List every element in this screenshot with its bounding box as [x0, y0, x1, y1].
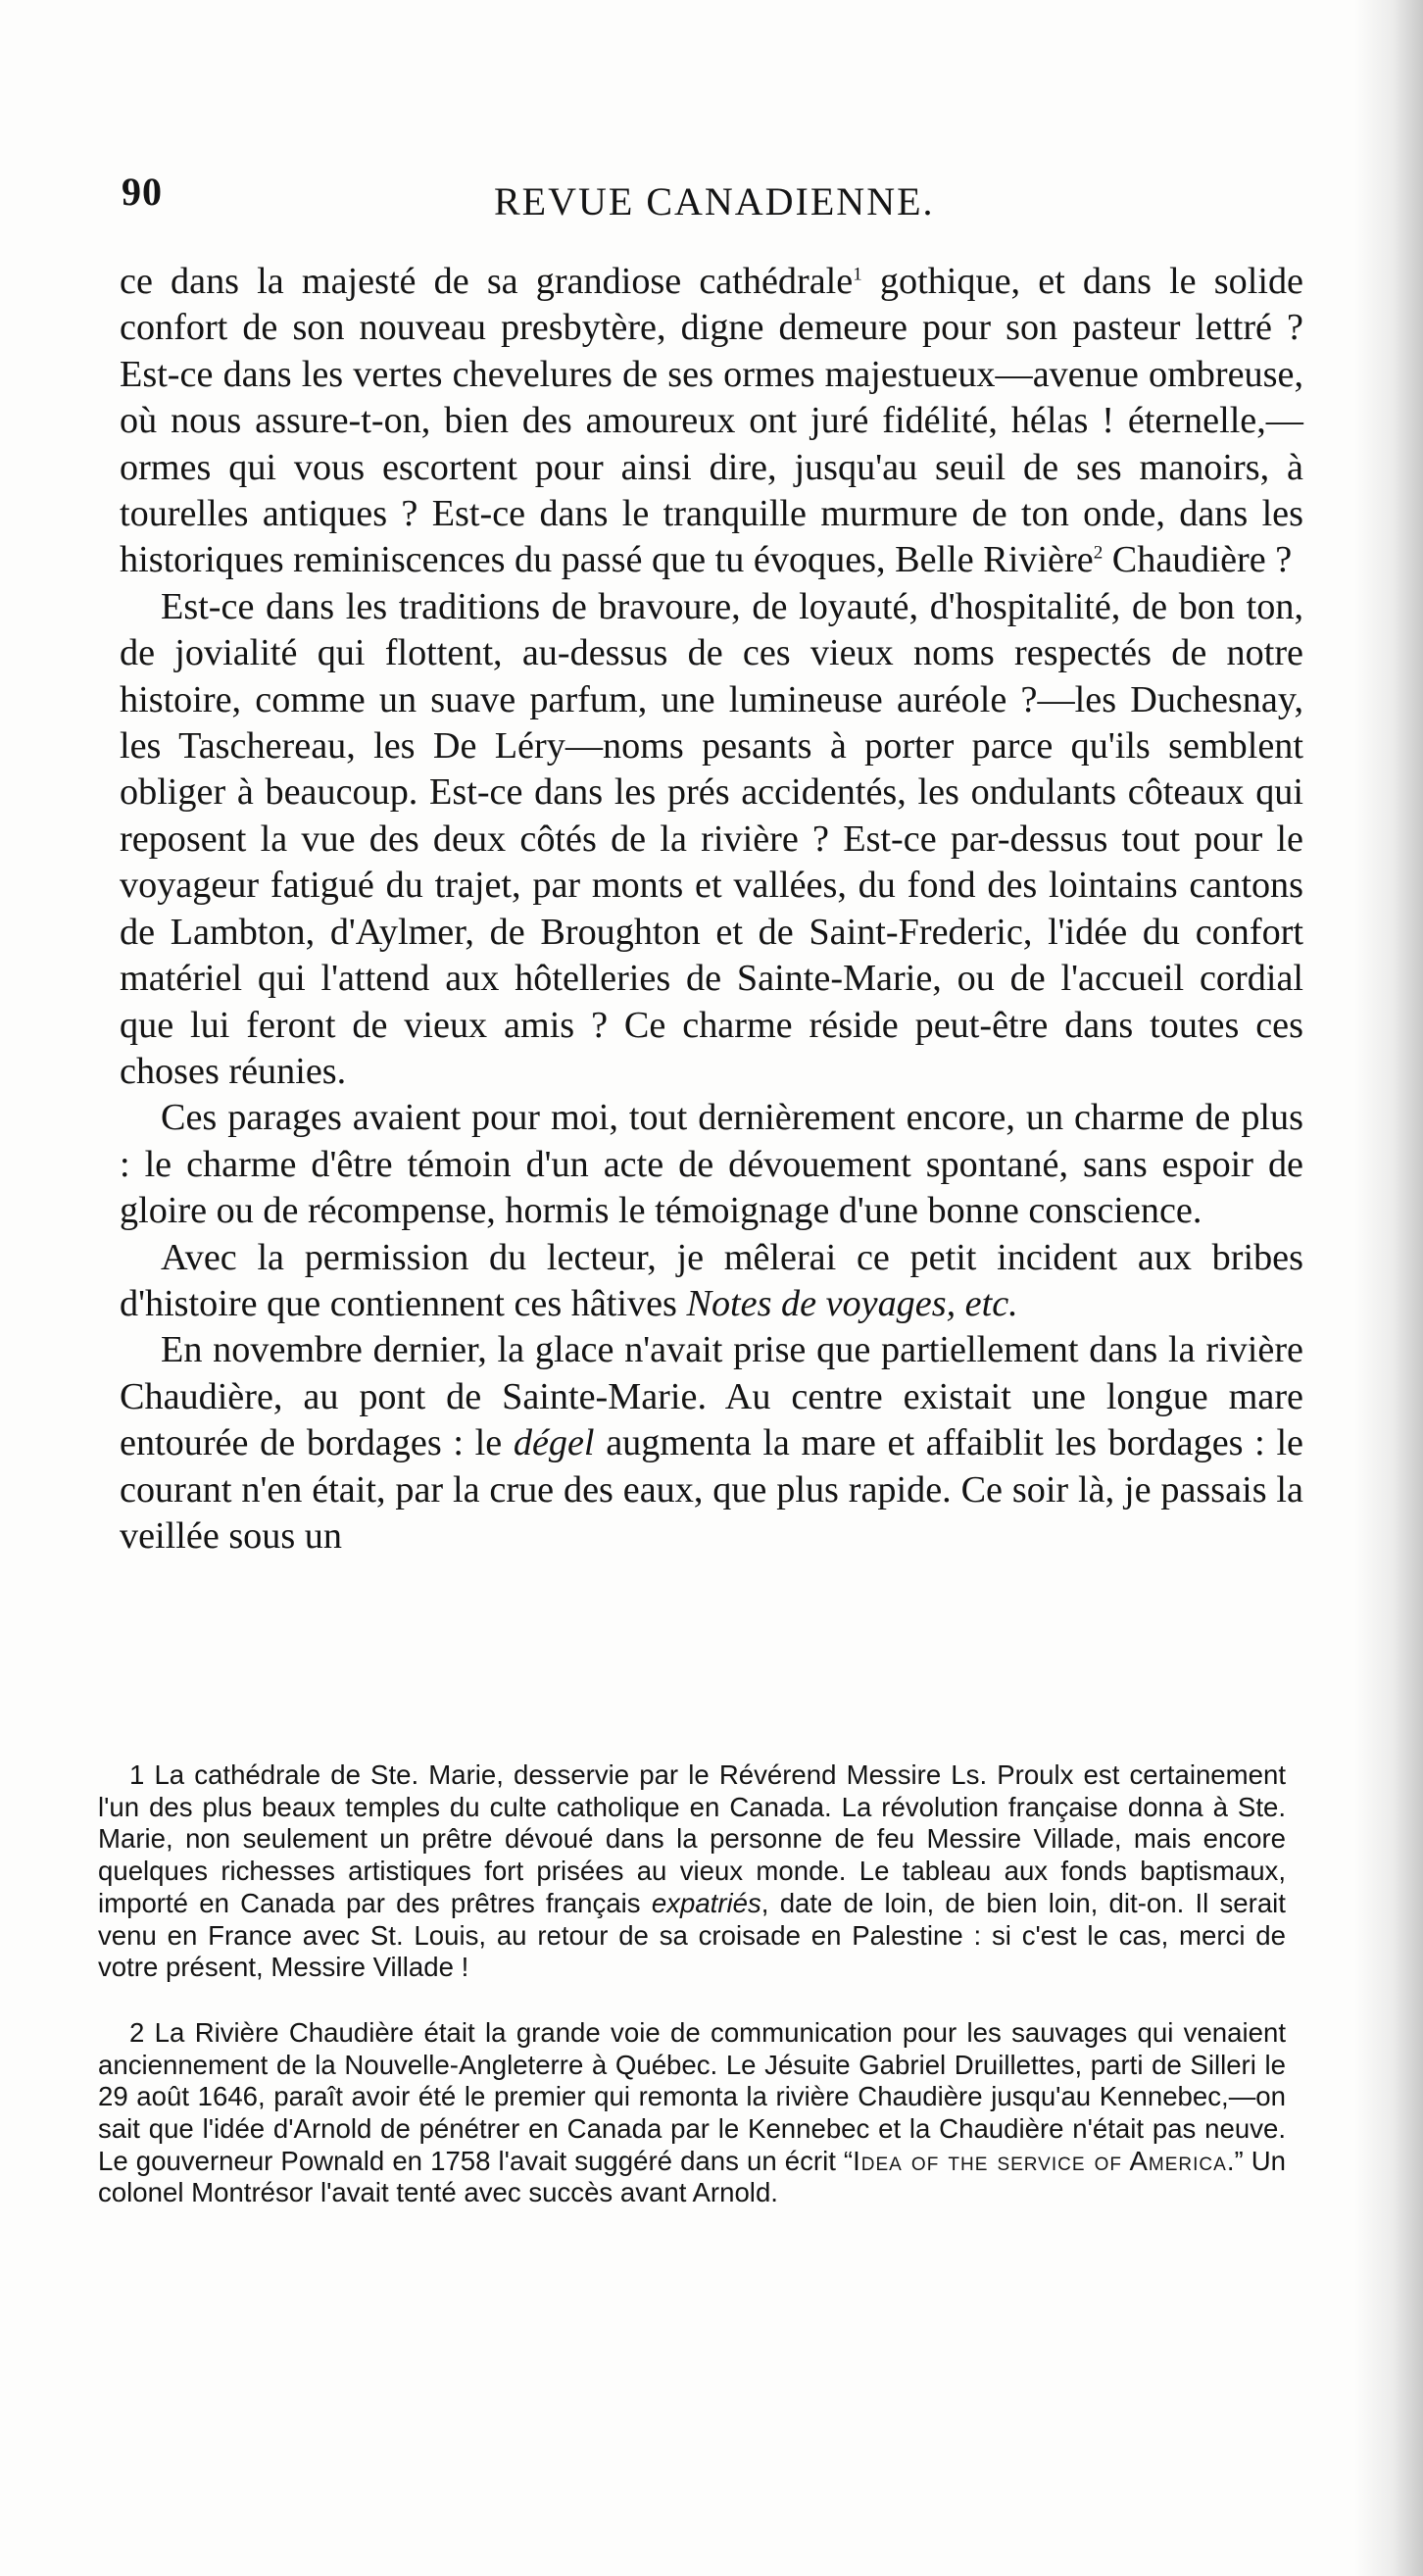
page-edge-shadow — [1354, 0, 1423, 2576]
paragraph-1: ce dans la majesté de sa grandiose cathédrale$^1$ gothique, et dans le solide confort de son nouveau presbytère, digne demeure pour son pasteur lettré ? Est-ce dans les vertes chevelures de ses ormes majestueux—avenue ombreuse, où nous assure-t-on, bien des amoureux ont juré fidélité, hélas ! éternelle,—ormes qui vous escortent pour ainsi dire, jusqu'au seuil de ses manoirs, à tourelles antiques ? Est-ce dans le tranquille murmure de ton onde, dans les historiques reminiscences du passé que tu évoques, Belle Rivière$^2$ Chaudière ? — [120, 261, 1303, 581]
page-header — [122, 169, 1307, 227]
footnote-2-smallcaps: Idea of the service of America — [853, 2145, 1227, 2176]
page-number: 90 — [122, 170, 163, 214]
footnote-ref-1: 1 — [853, 264, 862, 285]
running-title: REVUE CANADIENNE. — [494, 179, 935, 223]
italic-word: dégel — [513, 1422, 595, 1464]
paragraph-2: Est-ce dans les traditions de bravoure, de loyauté, d'hospitalité, de bon ton, de jovialité qui flottent, au-dessus de ces vieux noms respectés de notre histoire, comme un suave parfum, une lumineuse auréole ?—les Duchesnay, les Taschereau, les De Léry—noms pesants à porter parce qu'ils semblent obliger à beaucoup. Est-ce dans les prés accidentés, les ondulants côteaux qui reposent la vue des deux côtés de la rivière ? Est-ce par-dessus tout pour le voyageur fatigué du trajet, par monts et vallées, du fond des lointains cantons de Lambton, d'Aylmer, de Broughton et de Saint-Frederic, l'idée du confort matériel qui l'attend aux hôtelleries de Sainte-Marie, ou de l'accueil cordial que lui feront de vieux amis ? Ce charme réside peut-être dans toutes ces choses réunies. — [120, 585, 1303, 1092]
paragraph-4: Avec la permission du lecteur, je mêlerai ce petit incident aux bribes d'histoire que contiennent ces hâtives Notes de voyages, etc. — [120, 1236, 1303, 1324]
footnotes — [98, 1759, 1286, 2209]
footnote-1: 1 La cathédrale de Ste. Marie, desservie par le Révérend Messire Ls. Proulx est certainement l'un des plus beaux temples du culte catholique en Canada. La révolution française donna à Ste. Marie, non seulement un prêtre dévoué dans la personne de feu Messire Villade, mais encore quelques richesses artistiques fort prisées au vieux monde. Le tableau aux fonds baptismaux, importé en Canada par des prêtres français expatriés, date de loin, de bien loin, dit-on. Il serait venu en France avec St. Louis, au retour de sa croisade en Palestine : si c'est le cas, merci de votre présent, Messire Villade ! — [98, 1759, 1286, 1983]
footnote-2: 2 La Rivière Chaudière était la grande voie de communication pour les sauvages qui venaient anciennement de la Nouvelle-Angleterre à Québec. Le Jésuite Gabriel Druillettes, parti de Silleri le 29 août 1646, paraît avoir été le premier qui remonta la rivière Chaudière jusqu'au Kennebec,—on sait que l'idée d'Arnold de pénétrer en Canada par le Kennebec et la Chaudière n'était pas neuve. Le gouverneur Pownald en 1758 l'avait suggéré dans un écrit “Idea of the service of America.” Un colonel Montrésor l'avait tenté avec succès avant Arnold. — [98, 2016, 1287, 2208]
main-text — [120, 259, 1303, 1560]
footnote-ref-2: 2 — [1093, 542, 1104, 564]
paragraph-5: En novembre dernier, la glace n'avait prise que partiellement dans la rivière Chaudière, au pont de Sainte-Marie. Au centre existait une longue mare entourée de bordages : le dégel augmenta la mare et affaiblit les bordages : le courant n'en était, par la crue des eaux, que plus rapide. Ce soir là, je passais la veillée sous un — [120, 1329, 1303, 1557]
footnote-1-italic: expatriés — [651, 1887, 761, 1918]
italic-title: Notes de voyages, etc. — [686, 1282, 1018, 1324]
paragraph-3: Ces parages avaient pour moi, tout dernièrement encore, un charme de plus : le charme d'être témoin d'un acte de dévouement spontané, sans espoir de gloire ou de récompense, hormis le témoignage d'une bonne conscience. — [120, 1097, 1303, 1232]
